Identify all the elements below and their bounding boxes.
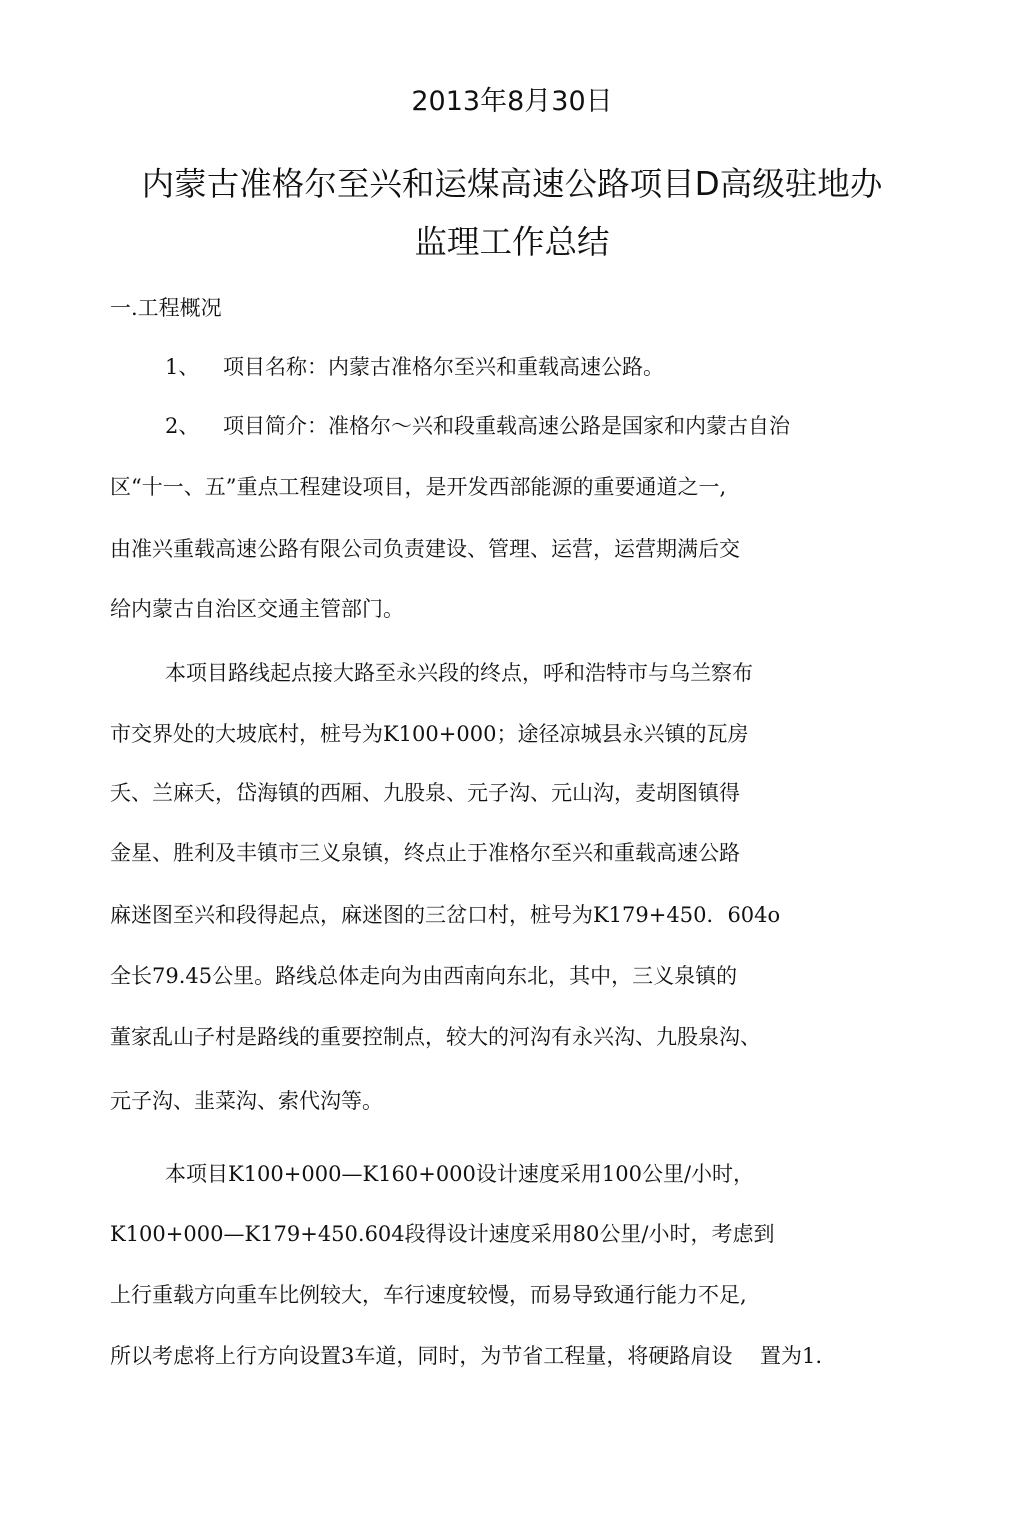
paragraph-line: 给内蒙古自治区交通主管部门。: [110, 597, 404, 621]
paragraph-line: 上行重载方向重车比例较大，车行速度较慢，而易导致通行能力不足,: [110, 1283, 747, 1307]
paragraph-line: 全长79.45公里。路线总体走向为由西南向东北，其中，三义泉镇的: [110, 964, 738, 988]
paragraph-line: 元子沟、韭菜沟、索代沟等。: [110, 1089, 383, 1113]
document-title-line-2: 监理工作总结: [414, 223, 610, 261]
list-item-text: 项目简介：准格尔～兴和段重载高速公路是国家和内蒙古自治: [223, 414, 790, 438]
paragraph-line: K100+000—K179+450.604段得设计速度采用80公里/小时，考虑到: [110, 1222, 775, 1246]
list-item-number: 1、: [165, 355, 200, 379]
list-item-number: 2、: [165, 414, 200, 438]
list-item: [165, 411, 790, 441]
document-title-line-1: 内蒙古准格尔至兴和运煤高速公路项目D高级驻地办: [141, 165, 883, 203]
paragraph-line: 所以考虑将上行方向设置3车道，同时，为节省工程量，将硬路肩设 置为1.: [110, 1344, 823, 1368]
paragraph-line: 市交界处的大坡底村，桩号为K100+000；途径凉城县永兴镇的瓦房: [110, 722, 749, 746]
section-heading: 一.工程概况: [110, 296, 222, 320]
paragraph-line: 本项目路线起点接大路至永兴段的终点，呼和浩特市与乌兰察布: [165, 661, 753, 685]
document-date: 2013年8月30日: [411, 86, 613, 117]
paragraph-line: 董家乱山子村是路线的重要控制点，较大的河沟有永兴沟、九股泉沟、: [110, 1025, 761, 1049]
paragraph-line: 金星、胜利及丰镇市三义泉镇，终点止于准格尔至兴和重载高速公路: [110, 841, 740, 865]
paragraph-line: 夭、兰麻夭，岱海镇的西厢、九股泉、元子沟、元山沟，麦胡图镇得: [110, 781, 740, 805]
list-item-text: 项目名称：内蒙古准格尔至兴和重载高速公路。: [223, 355, 664, 379]
list-item: [165, 352, 664, 382]
paragraph-line: 本项目K100+000—K160+000设计速度采用100公里/小时，: [165, 1162, 755, 1186]
paragraph-line: 麻迷图至兴和段得起点，麻迷图的三岔口村，桩号为K179+450．604o: [110, 903, 781, 927]
paragraph-line: 区“十一、五”重点工程建设项目，是开发西部能源的重要通道之一,: [110, 475, 727, 499]
paragraph-line: 由准兴重载高速公路有限公司负责建设、管理、运营，运营期满后交: [110, 537, 740, 561]
